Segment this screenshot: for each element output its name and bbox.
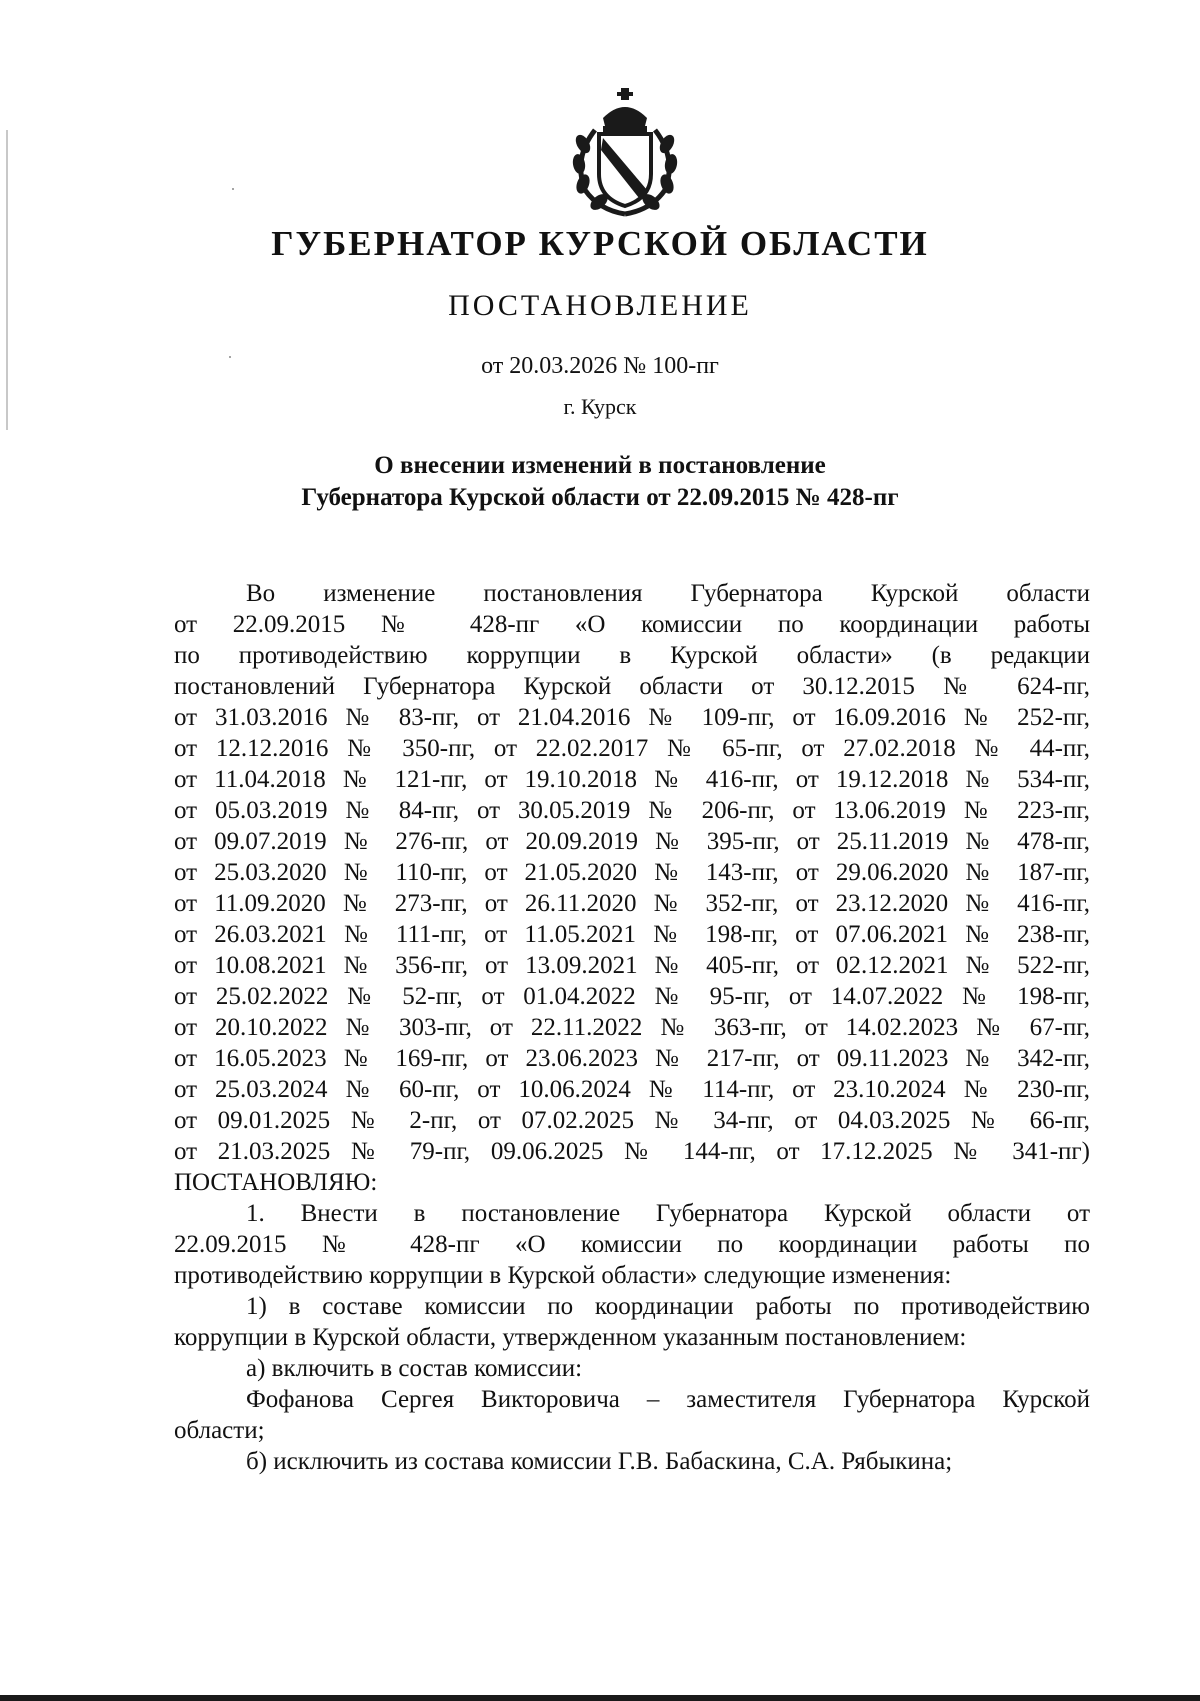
body-line: от 09.01.2025 № 2-пг, от 07.02.2025 № 34-пг, от 04.03.2025 № 66-пг,: [174, 1107, 1090, 1134]
body-line: от 16.05.2023 № 169-пг, от 23.06.2023 № 217-пг, от 09.11.2023 № 342-пг,: [174, 1045, 1090, 1072]
scan-artifact-bottom-edge: [0, 1695, 1200, 1701]
body-line: от 26.03.2021 № 111-пг, от 11.05.2021 № 198-пг, от 07.06.2021 № 238-пг,: [174, 921, 1090, 948]
body-line: постановлений Губернатора Курской области от 30.12.2015 № 624-пг,: [174, 673, 1090, 700]
body-line: от 20.10.2022 № 303-пг, от 22.11.2022 № 363-пг, от 14.02.2023 № 67-пг,: [174, 1014, 1090, 1041]
body-line: б) исключить из состава комиссии Г.В. Бабаскина, С.А. Рябыкина;: [246, 1448, 953, 1475]
issuer-title: ГУБЕРНАТОР КУРСКОЙ ОБЛАСТИ: [271, 224, 929, 263]
heading-line: О внесении изменений в постановление: [374, 452, 826, 479]
body-line: Во изменение постановления Губернатора Курской области: [246, 580, 1090, 607]
body-line: от 25.03.2020 № 110-пг, от 21.05.2020 № 143-пг, от 29.06.2020 № 187-пг,: [174, 859, 1090, 886]
body-line: от 31.03.2016 № 83-пг, от 21.04.2016 № 109-пг, от 16.09.2016 № 252-пг,: [174, 704, 1090, 731]
heading-line: Губернатора Курской области от 22.09.2015 № 428-пг: [301, 484, 899, 511]
body-line: от 12.12.2016 № 350-пг, от 22.02.2017 № 65-пг, от 27.02.2018 № 44-пг,: [174, 735, 1090, 762]
scan-artifact-left-edge: [6, 130, 8, 430]
body-line: коррупции в Курской области, утвержденном указанным постановлением:: [174, 1324, 967, 1351]
body-line: противодействию коррупции в Курской области» следующие изменения:: [174, 1262, 952, 1289]
document-kind: ПОСТАНОВЛЕНИЕ: [448, 289, 752, 322]
body-line: от 25.02.2022 № 52-пг, от 01.04.2022 № 95-пг, от 14.07.2022 № 198-пг,: [174, 983, 1090, 1010]
body-line: по противодействию коррупции в Курской области» (в редакции: [174, 642, 1090, 669]
body-line: ПОСТАНОВЛЯЮ:: [174, 1169, 378, 1196]
body-line: а) включить в состав комиссии:: [246, 1355, 583, 1382]
document-city: г. Курск: [563, 394, 637, 419]
body-line: Фофанова Сергея Викторовича – заместителя Губернатора Курской: [246, 1386, 1090, 1413]
document-heading: [0, 450, 1200, 514]
body-line: от 09.07.2019 № 276-пг, от 20.09.2019 № 395-пг, от 25.11.2019 № 478-пг,: [174, 828, 1090, 855]
body-line: от 22.09.2015 № 428-пг «О комиссии по координации работы: [174, 611, 1090, 638]
body-line: от 11.09.2020 № 273-пг, от 26.11.2020 № 352-пг, от 23.12.2020 № 416-пг,: [174, 890, 1090, 917]
body-line: 1. Внести в постановление Губернатора Курской области от: [246, 1200, 1090, 1227]
body-line: от 05.03.2019 № 84-пг, от 30.05.2019 № 206-пг, от 13.06.2019 № 223-пг,: [174, 797, 1090, 824]
body-line: от 10.08.2021 № 356-пг, от 13.09.2021 № 405-пг, от 02.12.2021 № 522-пг,: [174, 952, 1090, 979]
body-line: от 11.04.2018 № 121-пг, от 19.10.2018 № 416-пг, от 19.12.2018 № 534-пг,: [174, 766, 1090, 793]
coat-of-arms-emblem: [555, 78, 695, 218]
body-line: от 25.03.2024 № 60-пг, от 10.06.2024 № 114-пг, от 23.10.2024 № 230-пг,: [174, 1076, 1090, 1103]
body-line: области;: [174, 1417, 265, 1444]
document-number: от 20.03.2026 № 100-пг: [481, 353, 719, 379]
document-body: [174, 578, 1090, 1477]
body-line: 22.09.2015 № 428-пг «О комиссии по координации работы по: [174, 1231, 1090, 1258]
body-line: 1) в составе комиссии по координации работы по противодействию: [246, 1293, 1090, 1320]
body-line: от 21.03.2025 № 79-пг, 09.06.2025 № 144-пг, от 17.12.2025 № 341-пг): [174, 1138, 1090, 1165]
scan-speck: [232, 188, 234, 190]
